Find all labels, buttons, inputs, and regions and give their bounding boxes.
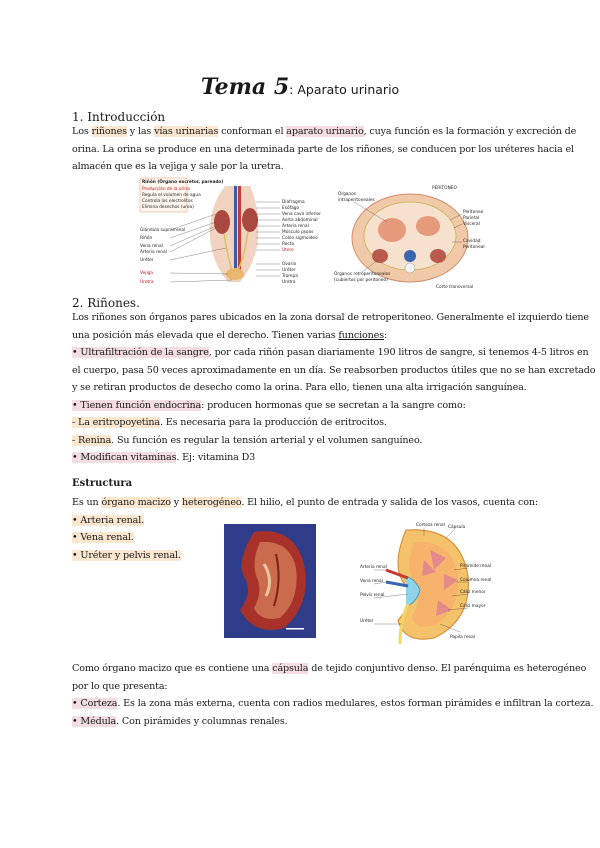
kidney-anatomy-diagram [360,520,492,646]
svg-text:Vena renal: Vena renal [140,244,163,249]
svg-text:Peritoneal: Peritoneal [463,245,485,250]
svg-text:Uréter: Uréter [140,258,154,263]
estructura-bullet-arteria: • Arteria renal. [72,514,145,526]
intro-line-3: almacén que es la vejiga y sale por la uretra. [72,161,284,172]
kidneys-paragraph [72,309,596,467]
closing-line-3: • Corteza. Es la zona más externa, cuenta con radios medulares, estos forman pirámides e infiltran la corteza. [72,698,594,709]
intro-line-2: orina. La orina se produce en una determinada parte de los riñones, se conducen por los uréteres hacia el [72,143,574,155]
svg-text:Uretra: Uretra [140,280,154,285]
kidneys-line-6: • Tienen función endocrina: producen hormonas que se secretan a la sangre como: [72,399,466,411]
kidneys-line-2: una posición más elevada que el derecho. Tienen varias funciones: [72,329,388,341]
svg-text:Regula el volumen de agua: Regula el volumen de agua [142,193,201,198]
svg-text:Papila renal: Papila renal [450,635,476,640]
svg-text:Arteria renal: Arteria renal [282,224,309,229]
svg-text:Vejiga: Vejiga [140,271,153,276]
svg-text:Peritoneo: Peritoneo [463,210,484,215]
section-heading-kidneys: 2. Riñones. [72,296,140,310]
svg-text:Cáliz mayor: Cáliz mayor [460,604,486,609]
svg-text:Ovario: Ovario [282,262,297,267]
svg-text:Órganos: Órganos [338,192,357,197]
svg-text:Útero: Útero [282,248,294,253]
svg-text:Arteria renal: Arteria renal [360,565,387,570]
svg-text:Parietal: Parietal [463,216,480,221]
svg-text:Esófago: Esófago [282,206,300,211]
svg-text:PERITONEO: PERITONEO [432,186,457,191]
svg-text:Riñón (Órgano excretor, paread: Riñón (Órgano excretor, pareado) [142,180,224,185]
svg-text:Uréter: Uréter [360,619,374,624]
closing-line-4: • Médula. Con pirámides y columnas renales. [72,715,288,727]
svg-text:Pirámide renal: Pirámide renal [460,564,492,569]
estructura-line-1: Es un órgano macizo y heterogéneo. El hilio, el punto de entrada y salida de los vasos, cuenta con: [72,497,538,508]
svg-text:Columna renal: Columna renal [460,578,492,583]
svg-text:Músculo psoas: Músculo psoas [282,230,314,235]
svg-text:Vena cava inferior: Vena cava inferior [282,212,321,217]
svg-text:Cáliz menor: Cáliz menor [460,590,486,595]
kidney-photo [224,524,316,638]
peritoneum-figure [332,180,507,292]
svg-text:Arteria renal: Arteria renal [140,250,167,255]
svg-text:Cavidad: Cavidad [463,239,481,244]
kidneys-line-7: - La eritropoyetina. Es necesaria para la producción de eritrocitos. [72,417,387,428]
estructura-bullet-vena: • Vena renal. [72,532,134,543]
svg-text:Vena renal: Vena renal [360,579,383,584]
svg-text:Cápsula: Cápsula [448,525,466,530]
svg-text:Colon sigmoideo: Colon sigmoideo [282,236,318,241]
intro-line-1: Los riñones y las vías urinarias conforman el aparato urinario, cuya función es la formación y excreción de [72,126,577,137]
estructura-bullet-ureter: • Uréter y pelvis renal. [72,549,181,561]
svg-text:Controla los electrolitos: Controla los electrolitos [142,199,193,204]
closing-line-1: Como órgano macizo que es contiene una cápsula de tejido conjuntivo denso. El parénquima es heterogéneo [72,663,587,674]
title-rest: : Aparato urinario [289,82,400,97]
svg-text:Trompa: Trompa [282,274,298,279]
kidneys-line-9: • Modifican vitaminas. Ej: vitamina D3 [72,452,256,463]
svg-text:Recto: Recto [282,242,295,247]
svg-text:intraperitoneales: intraperitoneales [338,198,375,203]
page-title [0,74,600,100]
svg-text:Pelvis renal: Pelvis renal [360,593,385,598]
svg-text:(cubiertos por peritoneo): (cubiertos por peritoneo) [334,278,388,283]
svg-text:Elimina desechos (urea): Elimina desechos (urea) [142,205,194,210]
urinary-system-figure [140,178,321,290]
svg-text:Órganos retroperitoneales: Órganos retroperitoneales [334,272,391,277]
kidneys-line-5: y se retiran productos de desecho como la orina. Para ello, tienen una alta irrigación sanguínea. [72,382,527,393]
svg-text:Glándula suprarrenal: Glándula suprarrenal [140,228,186,233]
closing-line-2: por lo que presenta: [72,680,168,692]
svg-text:Uretra: Uretra [282,280,296,285]
kidneys-line-1: Los riñones son órganos pares ubicados en la zona dorsal de retroperitoneo. Generalmente el izquierdo tiene [72,312,589,323]
svg-text:Diafragma: Diafragma [282,200,305,205]
subheading-estructura: Estructura [72,478,133,489]
intro-paragraph [72,123,577,176]
svg-text:Uréter: Uréter [282,268,296,273]
title-bold: Tema 5 [200,74,290,100]
kidneys-line-4: el cuerpo, pasa 50 veces aproximadamente en un día. Se reabsorben productos útiles que no se han excretado [72,364,596,376]
svg-text:Corteza renal: Corteza renal [416,523,445,528]
kidneys-line-3: • Ultrafiltración de la sangre, por cada riñón pasan diariamente 190 litros de sangre, si tenemos 4-5 litros en [72,347,589,358]
section-heading-intro: 1. Introducción [72,110,166,124]
svg-text:Visceral: Visceral [463,222,480,227]
svg-text:Producción de la orina: Producción de la orina [142,187,190,192]
svg-text:Riñón: Riñón [140,236,153,241]
closing-paragraph [72,660,594,730]
svg-text:Aorta abdominal: Aorta abdominal [282,218,318,223]
kidneys-line-8: - Renina. Su función es regular la tensión arterial y el volumen sanguíneo. [72,434,423,446]
svg-text:Corte transversal: Corte transversal [436,285,474,290]
